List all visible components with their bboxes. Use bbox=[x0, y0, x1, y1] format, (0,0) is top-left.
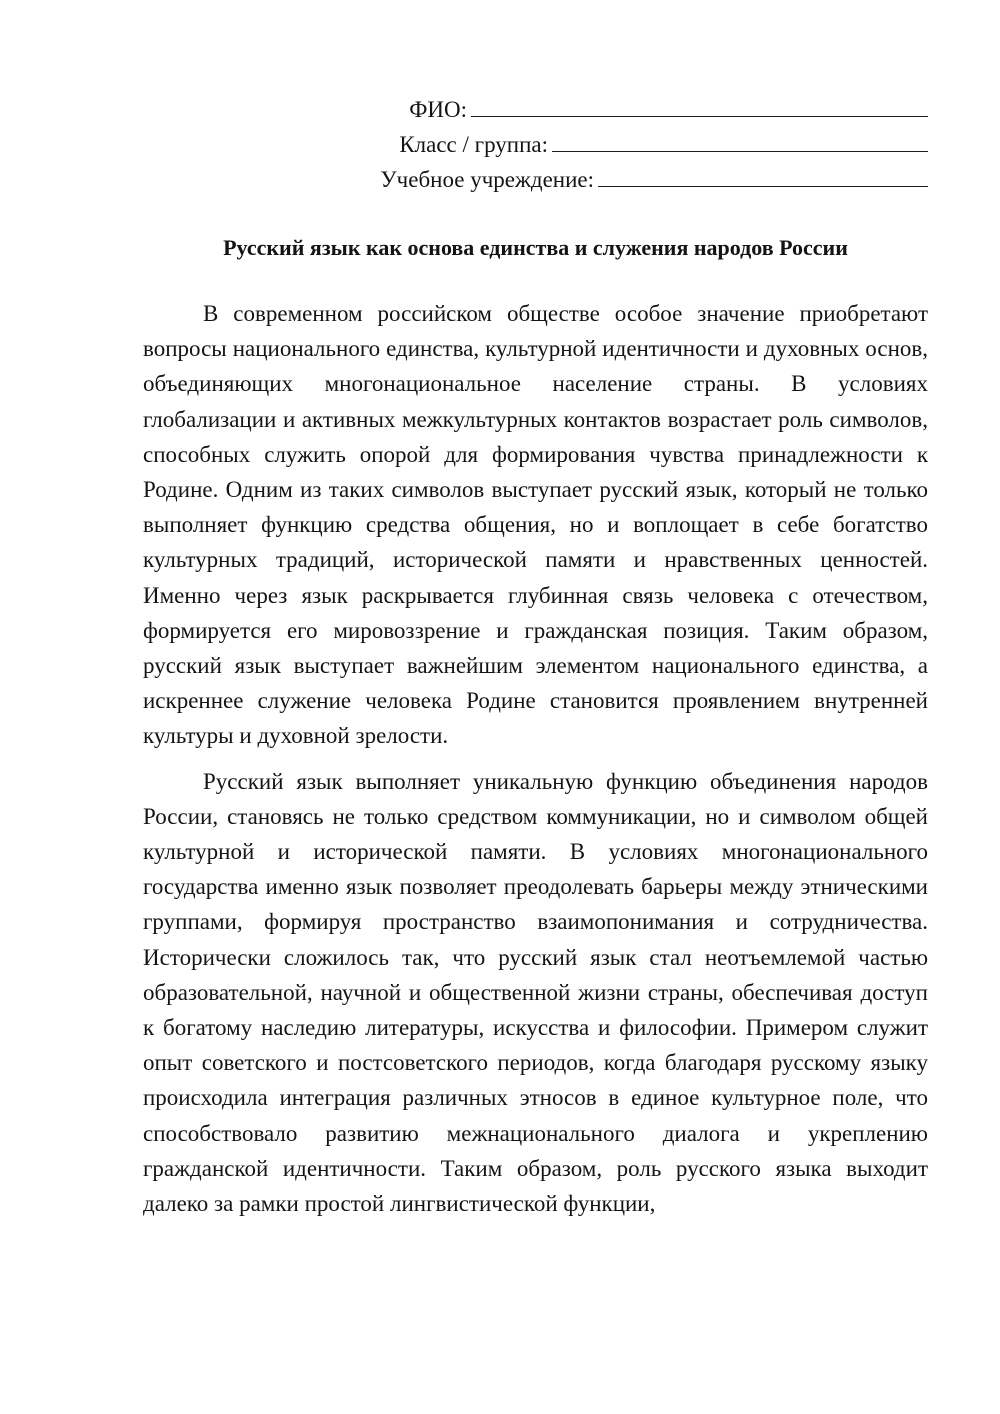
class-blank-line bbox=[552, 129, 928, 152]
paragraph-2: Русский язык выполняет уникальную функцию объединения народов России, становясь не только средством коммуникации, но и символом общей культурной и исторической памяти. В условиях многонационального государства именно язык позволяет преодолевать барьеры между этническими группами, формируя пространство взаимопонимания и сотрудничества. Исторически сложилось так, что русский язык стал неотъемлемой частью образовательной, научной и общественной жизни страны, обеспечивая доступ к богатому наследию литературы, искусства и философии. Примером служит опыт советского и постсоветского периодов, когда благодаря русскому языку происходила интеграция различных этносов в единое культурное поле, что способствовало развитию межнационального диалога и укреплению гражданской идентичности. Таким образом, роль русского языка выходит далеко за рамки простой лингвистической функции, bbox=[143, 768, 928, 1217]
essay-title: Русский язык как основа единства и служения народов России bbox=[223, 235, 848, 260]
student-info-block bbox=[308, 92, 928, 197]
paragraph-1: В современном российском обществе особое значение приобретают вопросы национального единства, культурной идентичности и духовных основ, объединяющих многонациональное население страны. В условиях глобализации и активных межкультурных контактов возрастает роль символов, способных служить опорой для формирования чувства принадлежности к Родине. Одним из таких символов выступает русский язык, который не только выполняет функцию средства общения, но и воплощает в себе богатство культурных традиций, исторической памяти и нравственных ценностей. Именно через язык раскрывается глубинная связь человека с отечеством, формируется его мировоззрение и гражданская позиция. Таким образом, русский язык выступает важнейшим элементом национального единства, а искреннее служение человека Родине становится проявлением внутренней культуры и духовной зрелости. bbox=[143, 301, 928, 749]
essay-body bbox=[143, 296, 928, 1231]
fio-row bbox=[308, 92, 928, 127]
class-label: Класс / группа: bbox=[399, 132, 548, 157]
institution-blank-line bbox=[598, 164, 928, 187]
institution-row bbox=[308, 162, 928, 197]
class-row bbox=[308, 127, 928, 162]
fio-label: ФИО: bbox=[409, 97, 467, 122]
institution-label: Учебное учреждение: bbox=[380, 167, 594, 192]
fio-blank-line bbox=[471, 94, 928, 117]
